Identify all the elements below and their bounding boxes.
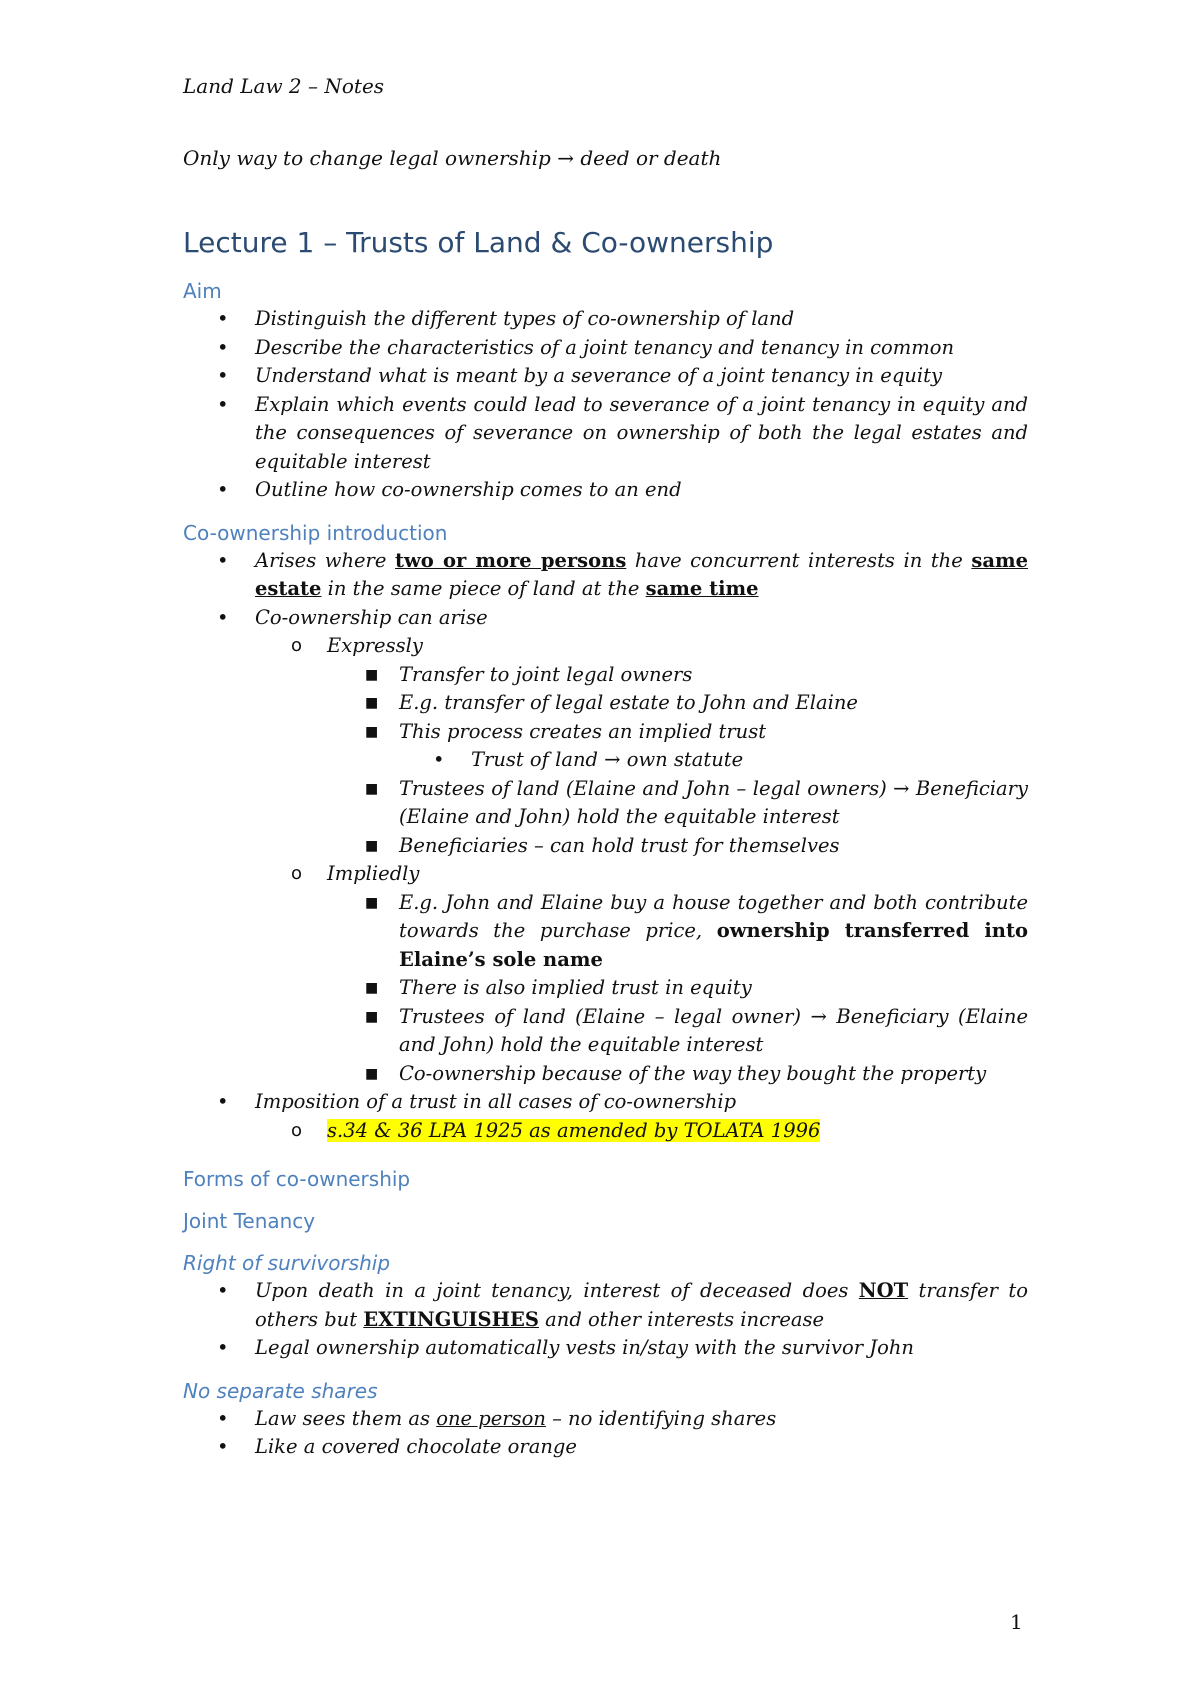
square-bullet-icon: ■ <box>365 980 379 996</box>
square-bullet-icon: ■ <box>365 780 379 797</box>
sublist <box>255 1117 1028 1146</box>
circle-bullet-icon: o <box>291 1119 303 1141</box>
square-bullet-icon: ■ <box>365 695 379 711</box>
statute-highlight: s.34 & 36 LPA 1925 as amended by TOLATA 1996 <box>327 1118 821 1142</box>
square-bullet-icon: ■ <box>365 837 379 854</box>
bullet-icon: • <box>217 392 229 416</box>
list-item: ■ Co-ownership because of the way they bought the property <box>327 1060 1028 1089</box>
list-item: ■ Trustees of land (Elaine and John – legal owners) → Beneficiary (Elaine and John) hold the equitable interest <box>365 776 1028 828</box>
bullet-icon: • <box>217 1406 229 1430</box>
no-shares-list <box>183 1405 1028 1462</box>
list-item: • Legal ownership automatically vests in/stay with the survivor John <box>183 1334 1028 1363</box>
square-bullet-icon: ■ <box>365 666 379 683</box>
list-item: • Understand what is meant by a severance of a joint tenancy in equity <box>183 362 1028 391</box>
aim-heading: Aim <box>183 279 222 303</box>
circle-bullet-icon: o <box>291 635 303 656</box>
list-item: ■ There is also implied trust in equity <box>327 974 1028 1003</box>
page-header: Land Law 2 – Notes <box>183 74 385 98</box>
bullet-icon: • <box>217 1090 229 1113</box>
square-bullet-icon: ■ <box>365 894 379 911</box>
square-bullet-icon: ■ <box>365 723 379 740</box>
sublist <box>327 889 1028 1089</box>
sublist <box>255 632 1028 1088</box>
list-item: • Explain which events could lead to severance of a joint tenancy in equity and the consequences of severance on ownership of both the legal estates and equitable interest <box>217 392 1028 473</box>
list-item: • Law sees them as one person – no identifying shares <box>183 1405 1028 1434</box>
list-item: ■ Beneficiaries – can hold trust for themselves <box>327 832 1028 861</box>
aim-list <box>183 305 1028 505</box>
lecture-title: Lecture 1 – Trusts of Land & Co-ownership <box>183 226 774 259</box>
bullet-icon: • <box>217 307 229 330</box>
bullet-icon: • <box>217 1336 229 1359</box>
no-shares-heading: No separate shares <box>183 1378 378 1403</box>
survivorship-heading: Right of survivorship <box>183 1251 391 1275</box>
list-item: ■ E.g. transfer of legal estate to John and Elaine <box>327 689 1028 718</box>
bullet-icon: • <box>217 335 229 359</box>
bullet-icon: • <box>433 748 445 771</box>
square-bullet-icon: ■ <box>365 1008 379 1025</box>
list-item: • Arises where two or more persons have concurrent interests in the same estate in the same piece of land at the same time <box>217 548 1028 600</box>
square-bullet-icon: ■ <box>365 1065 379 1082</box>
list-item: ■ Trustees of land (Elaine – legal owner) → Beneficiary (Elaine and John) hold the equitable interest <box>365 1004 1028 1056</box>
list-item: • Imposition of a trust in all cases of co-ownership o s.34 & 36 LPA 1925 as amended by TOLATA 1996 <box>183 1088 1028 1145</box>
content <box>183 225 1028 1462</box>
bullet-icon: • <box>217 605 229 629</box>
survivorship-list <box>183 1277 1028 1363</box>
list-item: o Expressly ■ Transfer to joint legal owners ■ E.g. transfer of legal estate to John and Elaine ■ This process creates an implied trust • Trust of land → own statute ■ Trustees of land (Elaine and John – legal owners) → Beneficiary (Elaine and John) hold the equitable interest ■ Beneficiaries – can hold trust for themselves <box>255 632 1028 860</box>
sublist <box>327 661 1028 861</box>
list-item: ■ Transfer to joint legal owners <box>327 661 1028 690</box>
bullet-icon: • <box>217 1279 229 1302</box>
bullet-icon: • <box>217 478 229 501</box>
list-item: • Like a covered chocolate orange <box>183 1433 1028 1462</box>
list-item: o Impliedly ■ E.g. John and Elaine buy a house together and both contribute towards the purchase price, ownership transferred into Elaine’s sole name ■ There is also implied trust in equity ■ Trustees of land (Elaine – legal owner) → Beneficiary (Elaine and John) hold the equitable interest ■ Co-ownership because of the way they bought the property <box>255 860 1028 1088</box>
page-number: 1 <box>1010 1610 1023 1634</box>
list-item: ■ This process creates an implied trust • Trust of land → own statute <box>327 718 1028 775</box>
list-item: • Co-ownership can arise o Expressly ■ Transfer to joint legal owners ■ E.g. transfer of legal estate to John and Elaine ■ This process creates an implied trust • Trust of land → own statute ■ Trustees of land (Elaine and John – legal owners) → Beneficiary (Elaine and John) hold the equitable interest ■ Beneficiaries – can hold trust for themselves o Impliedly ■ E.g. John and Elaine buy a house together and both contribute towards the purchase price, ownership transferred into Elaine’s sole name ■ There is also implied trust in equity ■ Trustees of land (Elaine – legal owner) → Beneficiary (Elaine and John) hold the equitable interest ■ Co-ownership because of the way they bought the property <box>183 604 1028 1089</box>
list-item: • Trust of land → own statute <box>399 746 1028 775</box>
list-item: ■ E.g. John and Elaine buy a house together and both contribute towards the purchase price, ownership transferred into Elaine’s sole name <box>365 890 1029 971</box>
circle-bullet-icon: o <box>291 863 303 884</box>
bullet-icon: • <box>217 364 229 387</box>
intro-line: Only way to change legal ownership → deed or death <box>183 146 722 170</box>
list-item: • Distinguish the different types of co-ownership of land <box>183 305 1028 334</box>
list-item: • Outline how co-ownership comes to an end <box>183 476 1028 505</box>
bullet-icon: • <box>217 1435 229 1458</box>
sublist <box>399 746 1028 775</box>
joint-tenancy-heading: Joint Tenancy <box>183 1209 316 1233</box>
bullet-icon: • <box>217 548 229 572</box>
coownership-list <box>183 547 1028 1146</box>
forms-heading: Forms of co-ownership <box>183 1167 411 1191</box>
list-item <box>255 1117 1028 1146</box>
list-item: • Describe the characteristics of a joint tenancy and tenancy in common <box>183 334 1028 363</box>
coownership-heading: Co-ownership introduction <box>183 520 448 545</box>
list-item: • Upon death in a joint tenancy, interest of deceased does NOT transfer to others but EXTINGUISHES and other interests increase <box>217 1279 1028 1331</box>
